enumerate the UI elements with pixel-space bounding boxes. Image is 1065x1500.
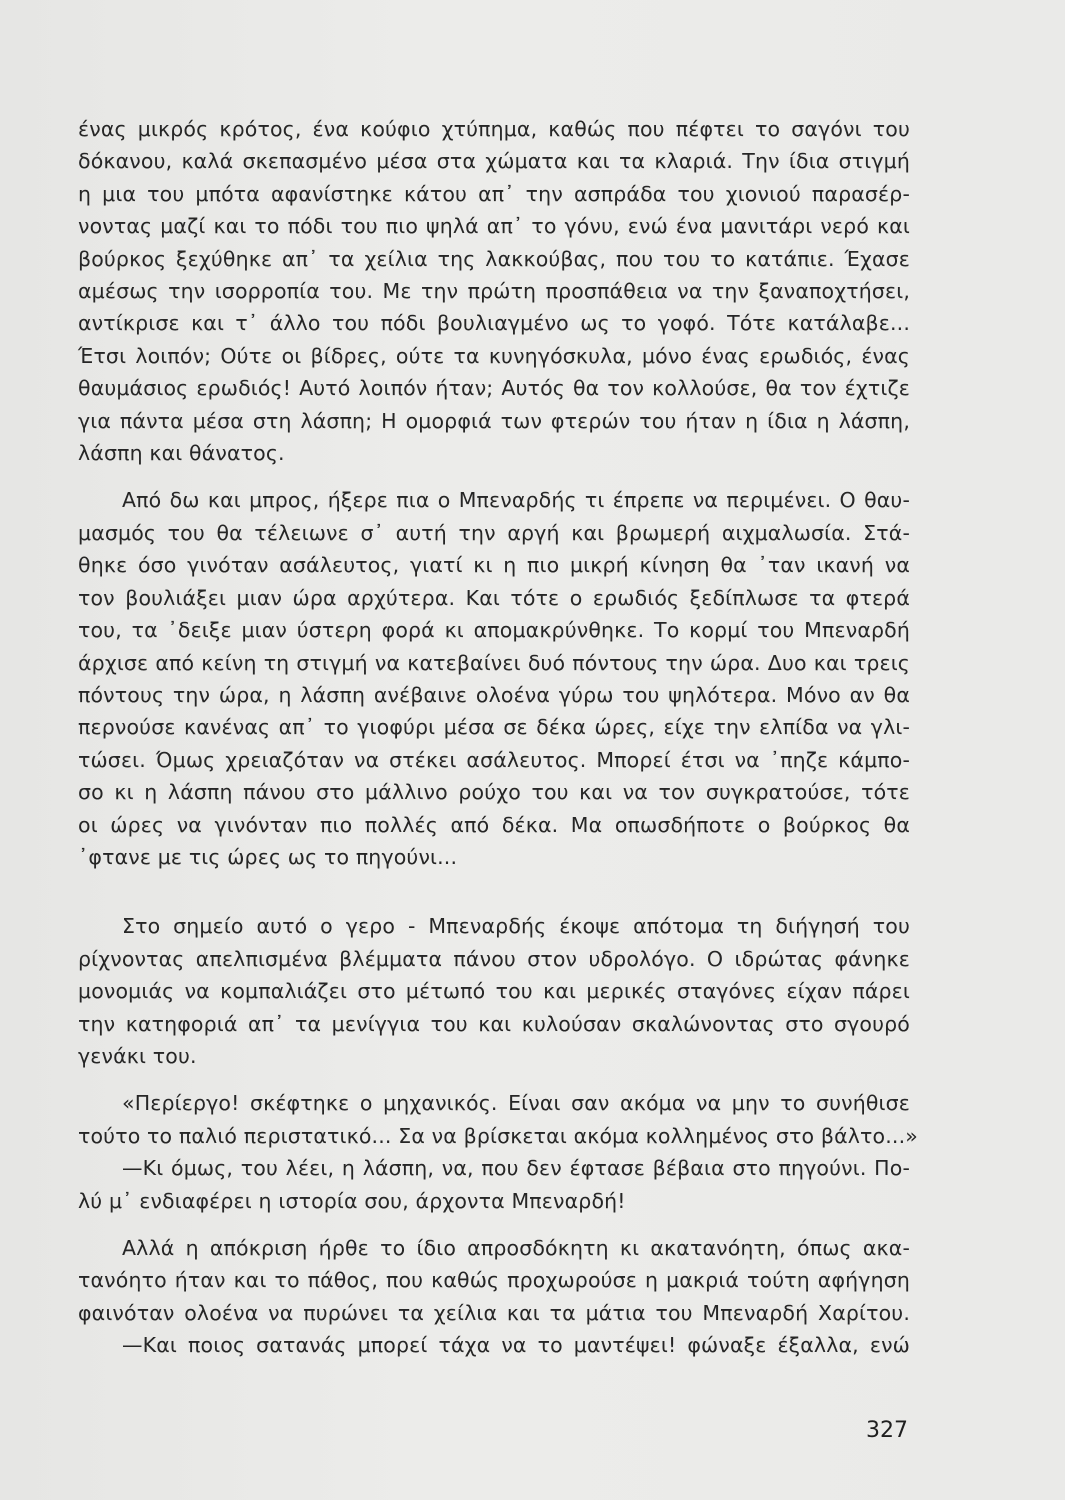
text-line: οι ώρες να γινόνταν πιο πολλές από δέκα. Μα οπωσδήποτε ο βούρκος θα: [78, 812, 910, 837]
text-line: δόκανου, καλά σκεπασμένο μέσα στα χώματα και τα κλαριά. Την ίδια στιγμή: [78, 149, 910, 174]
text-line: Στο σημείο αυτό ο γερο - Μπεναρδής έκοψε απότομα τη διήγησή του: [122, 914, 910, 939]
paragraph-gap: [78, 469, 910, 484]
text-line: Αλλά η απόκριση ήρθε το ίδιο απροσδόκητη κι ακατανόητη, όπως ακα-: [122, 1236, 910, 1260]
text-line: «Περίεργο! σκέφτηκε ο μηχανικός. Είναι σαν ακόμα να μην το συνήθισε: [122, 1091, 910, 1116]
page-number: 327: [866, 1418, 908, 1443]
paragraph-gap: [78, 1217, 910, 1232]
text-line: Έτσι λοιπόν; Ούτε οι βίδρες, ούτε τα κυνηγόσκυλα, μόνο ένας ερωδιός, ένας: [78, 343, 910, 368]
text-line: για πάντα μέσα στη λάσπη; Η ομορφιά των φτερών του ήταν η ίδια η λάσπη,: [78, 408, 910, 433]
text-line: περνούσε κανένας απ᾽ το γιοφύρι μέσα σε δέκα ώρες, είχε την ελπίδα να γλι-: [78, 715, 910, 740]
text-line: Από δω και μπρος, ήξερε πια ο Μπεναρδής τι έπρεπε να περιμένει. Ο θαυ-: [122, 488, 910, 513]
text-line: ᾽φτανε με τις ώρες ως το πηγούνι...: [78, 844, 458, 869]
page-body-text: [78, 113, 918, 1362]
text-line: φαινόταν ολοένα να πυρώνει τα χείλια και τα μάτια του Μπεναρδή Χαρίτου.: [78, 1300, 910, 1325]
text-line: τώσει. Όμως χρειαζόταν να στέκει ασάλευτος. Μπορεί έτσι να ᾽πηζε κάμπο-: [78, 747, 910, 772]
text-line: —Κι όμως, του λέει, η λάσπη, να, που δεν έφτασε βέβαια στο πηγούνι. Πο-: [122, 1156, 910, 1181]
text-line: η μια του μπότα αφανίστηκε κάτου απ᾽ την ασπράδα του χιονιού παρασέρ-: [78, 181, 910, 206]
text-line: αντίκρισε και τ᾽ άλλο του πόδι βουλιαγμένο ως το γοφό. Τότε κατάλαβε...: [78, 311, 910, 336]
paragraph-4: [78, 1087, 918, 1217]
text-line: τον βουλιάξει μιαν ώρα αρχύτερα. Και τότε ο ερωδιός ξεδίπλωσε τα φτερά: [78, 585, 910, 610]
paragraph-gap: [78, 873, 910, 910]
text-line: αμέσως την ισορροπία του. Με την πρώτη προσπάθεια να την ξαναποχτήσει,: [78, 279, 910, 304]
paragraph-2: [78, 484, 910, 873]
text-line: λάσπη και θάνατος.: [78, 441, 285, 466]
text-line: τούτο το παλιό περιστατικό... Σα να βρίσκεται ακόμα κολλημένος στο βάλτο...»: [78, 1123, 918, 1148]
text-line: ένας μικρός κρότος, ένα κούφιο χτύπημα, καθώς που πέφτει το σαγόνι του: [78, 117, 910, 141]
text-line: μασμός του θα τέλειωνε σ᾽ αυτή την αργή και βρωμερή αιχμαλωσία. Στά-: [78, 520, 910, 545]
text-line: άρχισε από κείνη τη στιγμή να κατεβαίνει δυό πόντους την ώρα. Δυο και τρεις: [78, 650, 910, 675]
paragraph-3: [78, 910, 910, 1072]
paragraph-1: [78, 113, 910, 469]
text-line: ρίχνοντας απελπισμένα βλέμματα πάνου στον υδρολόγο. Ο ιδρώτας φάνηκε: [78, 946, 910, 971]
text-line: τανόητο ήταν και το πάθος, που καθώς προχωρούσε η μακριά τούτη αφήγηση: [78, 1268, 910, 1293]
text-line: θηκε όσο γινόταν ασάλευτος, γιατί κι η πιο μικρή κίνηση θα ᾽ταν ικανή να: [78, 553, 910, 578]
text-line: θαυμάσιος ερωδιός! Αυτό λοιπόν ήταν; Αυτός θα τον κολλούσε, θα τον έχτιζε: [78, 376, 910, 401]
text-line: σο κι η λάσπη πάνου στο μάλλινο ρούχο του και να τον συγκρατούσε, τότε: [78, 780, 910, 805]
text-line: την κατηφοριά απ᾽ τα μενίγγια του και κυλούσαν σκαλώνοντας στο σγουρό: [78, 1011, 910, 1036]
paragraph-5: [78, 1232, 910, 1362]
text-line: μονομιάς να κομπαλιάζει στο μέτωπό του και μερικές σταγόνες είχαν πάρει: [78, 979, 910, 1004]
text-line: γενάκι του.: [78, 1043, 197, 1068]
text-line: —Και ποιος σατανάς μπορεί τάχα να το μαντέψει! φώναξε έξαλλα, ενώ: [122, 1333, 910, 1358]
text-line: του, τα ᾽δειξε μιαν ύστερη φορά κι απομακρύνθηκε. Το κορμί του Μπεναρδή: [78, 618, 910, 643]
paragraph-gap: [78, 1072, 910, 1087]
text-line: πόντους την ώρα, η λάσπη ανέβαινε ολοένα γύρω του ψηλότερα. Μόνο αν θα: [78, 682, 910, 707]
text-line: νοντας μαζί και το πόδι του πιο ψηλά απ᾽ το γόνυ, ενώ ένα μανιτάρι νερό και: [78, 214, 910, 239]
text-line: βούρκος ξεχύθηκε απ᾽ τα χείλια της λακκούβας, που του το κατάπιε. Έχασε: [78, 246, 910, 271]
text-line: λύ μ᾽ ενδιαφέρει η ιστορία σου, άρχοντα Μπεναρδή!: [78, 1188, 626, 1213]
